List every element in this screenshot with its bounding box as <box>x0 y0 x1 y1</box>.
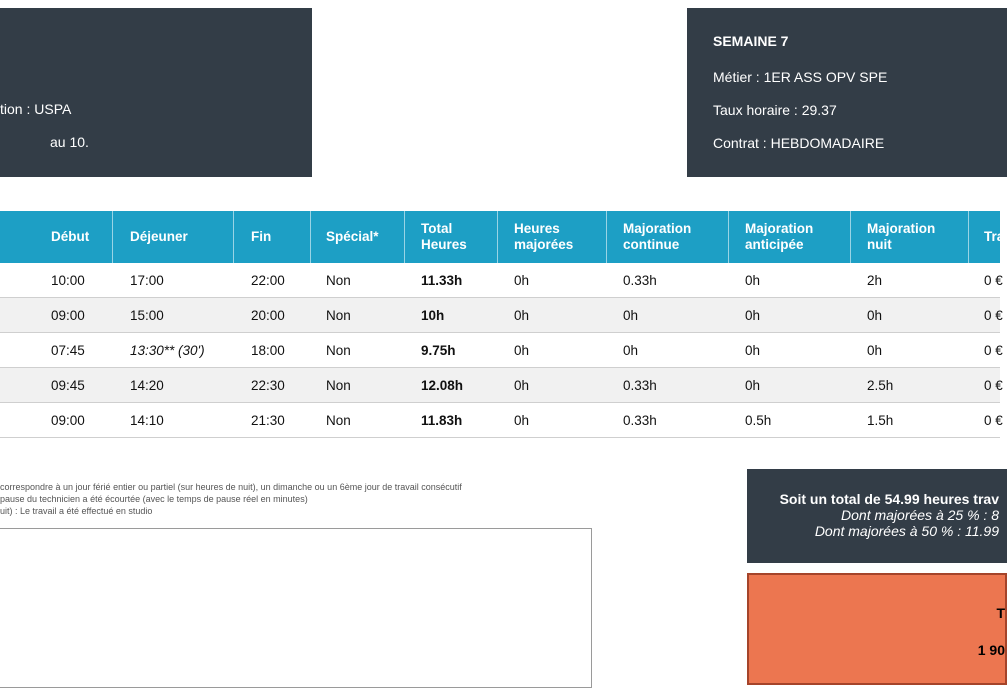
table-row <box>0 263 1003 298</box>
table-row <box>0 403 1003 438</box>
col-header-fin: Fin <box>233 211 271 263</box>
cell-continue: 0.33h <box>623 412 657 428</box>
cell-nuit: 0h <box>867 307 883 323</box>
col-header-continue-line1: Majoration <box>623 221 692 236</box>
col-header-anticipee-line1: Majoration <box>745 221 814 236</box>
job-label: Métier : 1ER ASS OPV SPE <box>713 69 888 85</box>
col-header-anticipee-line2: anticipée <box>745 237 804 252</box>
cell-nuit: 1.5h <box>867 412 894 428</box>
cell-dejeuner: 17:00 <box>130 272 164 288</box>
hourly-rate-label: Taux horaire : 29.37 <box>713 102 837 118</box>
total-hours-text: Soit un total de 54.99 heures trav <box>779 491 999 507</box>
table-row <box>0 298 1003 333</box>
contract-label: Contrat : HEBDOMADAIRE <box>713 135 885 151</box>
cell-continue: 0h <box>623 307 639 323</box>
table-row <box>0 333 1003 368</box>
col-header-majorees-line2: majorées <box>514 237 574 252</box>
majorees-50-text: Dont majorées à 50 % : 11.99 <box>814 523 999 539</box>
cell-special: Non <box>326 272 351 288</box>
cell-total: 10h <box>421 307 445 323</box>
col-header-nuit-line2: nuit <box>867 237 892 252</box>
footnotes <box>0 481 462 517</box>
cell-total: 11.83h <box>421 412 463 428</box>
cell-nuit: 2h <box>867 272 883 288</box>
cell-majorees: 0h <box>514 412 530 428</box>
total-amount-title: T <box>996 605 1005 621</box>
period-label: au 10. <box>50 134 89 150</box>
cell-tra: 0 € <box>984 342 1003 358</box>
cell-dejeuner: 14:10 <box>130 412 164 428</box>
cell-majorees: 0h <box>514 342 530 358</box>
production-label: tion : USPA <box>0 101 72 117</box>
cell-dejeuner: 15:00 <box>130 307 164 323</box>
info-panel-left <box>0 8 312 177</box>
cell-majorees: 0h <box>514 307 530 323</box>
col-header-nuit <box>850 211 935 263</box>
cell-total: 9.75h <box>421 342 456 358</box>
cell-fin: 18:00 <box>251 342 285 358</box>
col-header-special: Spécial* <box>310 211 379 263</box>
cell-debut: 09:00 <box>51 307 85 323</box>
cell-nuit: 2.5h <box>867 377 894 393</box>
cell-debut: 10:00 <box>51 272 85 288</box>
cell-anticipee: 0h <box>745 377 761 393</box>
cell-tra: 0 € <box>984 377 1003 393</box>
cell-continue: 0h <box>623 342 639 358</box>
col-header-dejeuner: Déjeuner <box>112 211 188 263</box>
col-header-tra: Tra <box>968 211 1004 263</box>
col-header-majorees-line1: Heures <box>514 221 560 236</box>
cell-tra: 0 € <box>984 307 1003 323</box>
info-panel-week <box>687 8 1007 177</box>
cell-tra: 0 € <box>984 272 1003 288</box>
table-row <box>0 368 1003 403</box>
total-summary-panel <box>747 469 1007 563</box>
cell-nuit: 0h <box>867 342 883 358</box>
col-header-total-line1: Total <box>421 221 453 236</box>
cell-fin: 20:00 <box>251 307 285 323</box>
col-header-majorees <box>497 211 573 263</box>
cell-continue: 0.33h <box>623 377 657 393</box>
col-header-total-line2: Heures <box>421 237 467 252</box>
majorees-25-text: Dont majorées à 25 % : 8 <box>841 507 999 523</box>
cell-debut: 07:45 <box>51 342 85 358</box>
footnote-special: correspondre à un jour férié entier ou partiel (sur heures de nuit), un dimanche ou un 6ème jour de travail consécutif <box>0 482 462 492</box>
cell-anticipee: 0h <box>745 307 761 323</box>
week-title: SEMAINE 7 <box>713 33 789 49</box>
col-header-continue-line2: continue <box>623 237 680 252</box>
cell-special: Non <box>326 377 351 393</box>
cell-total: 12.08h <box>421 377 464 393</box>
cell-tra: 0 € <box>984 412 1003 428</box>
cell-total: 11.33h <box>421 272 463 288</box>
col-header-anticipee <box>728 211 813 263</box>
cell-dejeuner: 14:20 <box>130 377 164 393</box>
cell-debut: 09:45 <box>51 377 85 393</box>
cell-special: Non <box>326 342 351 358</box>
cell-fin: 22:00 <box>251 272 285 288</box>
table-header <box>0 211 1005 263</box>
cell-anticipee: 0h <box>745 272 761 288</box>
cell-fin: 22:30 <box>251 377 285 393</box>
cell-anticipee: 0.5h <box>745 412 772 428</box>
cell-dejeuner: 13:30** (30') <box>130 342 205 358</box>
cell-special: Non <box>326 307 351 323</box>
total-amount-value: 1 90 <box>977 642 1005 658</box>
col-header-debut: Début <box>51 229 90 244</box>
col-header-nuit-line1: Majoration <box>867 221 936 236</box>
footnote-pause: pause du technicien a été écourtée (avec le temps de pause réel en minutes) <box>0 494 308 504</box>
cell-majorees: 0h <box>514 377 530 393</box>
cell-anticipee: 0h <box>745 342 761 358</box>
col-header-total <box>404 211 467 263</box>
cell-continue: 0.33h <box>623 272 657 288</box>
col-header-continue <box>606 211 691 263</box>
cell-majorees: 0h <box>514 272 530 288</box>
cell-debut: 09:00 <box>51 412 85 428</box>
cell-special: Non <box>326 412 351 428</box>
total-amount-panel <box>747 573 1007 685</box>
cell-fin: 21:30 <box>251 412 285 428</box>
comments-frame <box>0 528 592 688</box>
footnote-studio: uit) : Le travail a été effectué en studio <box>0 506 153 516</box>
